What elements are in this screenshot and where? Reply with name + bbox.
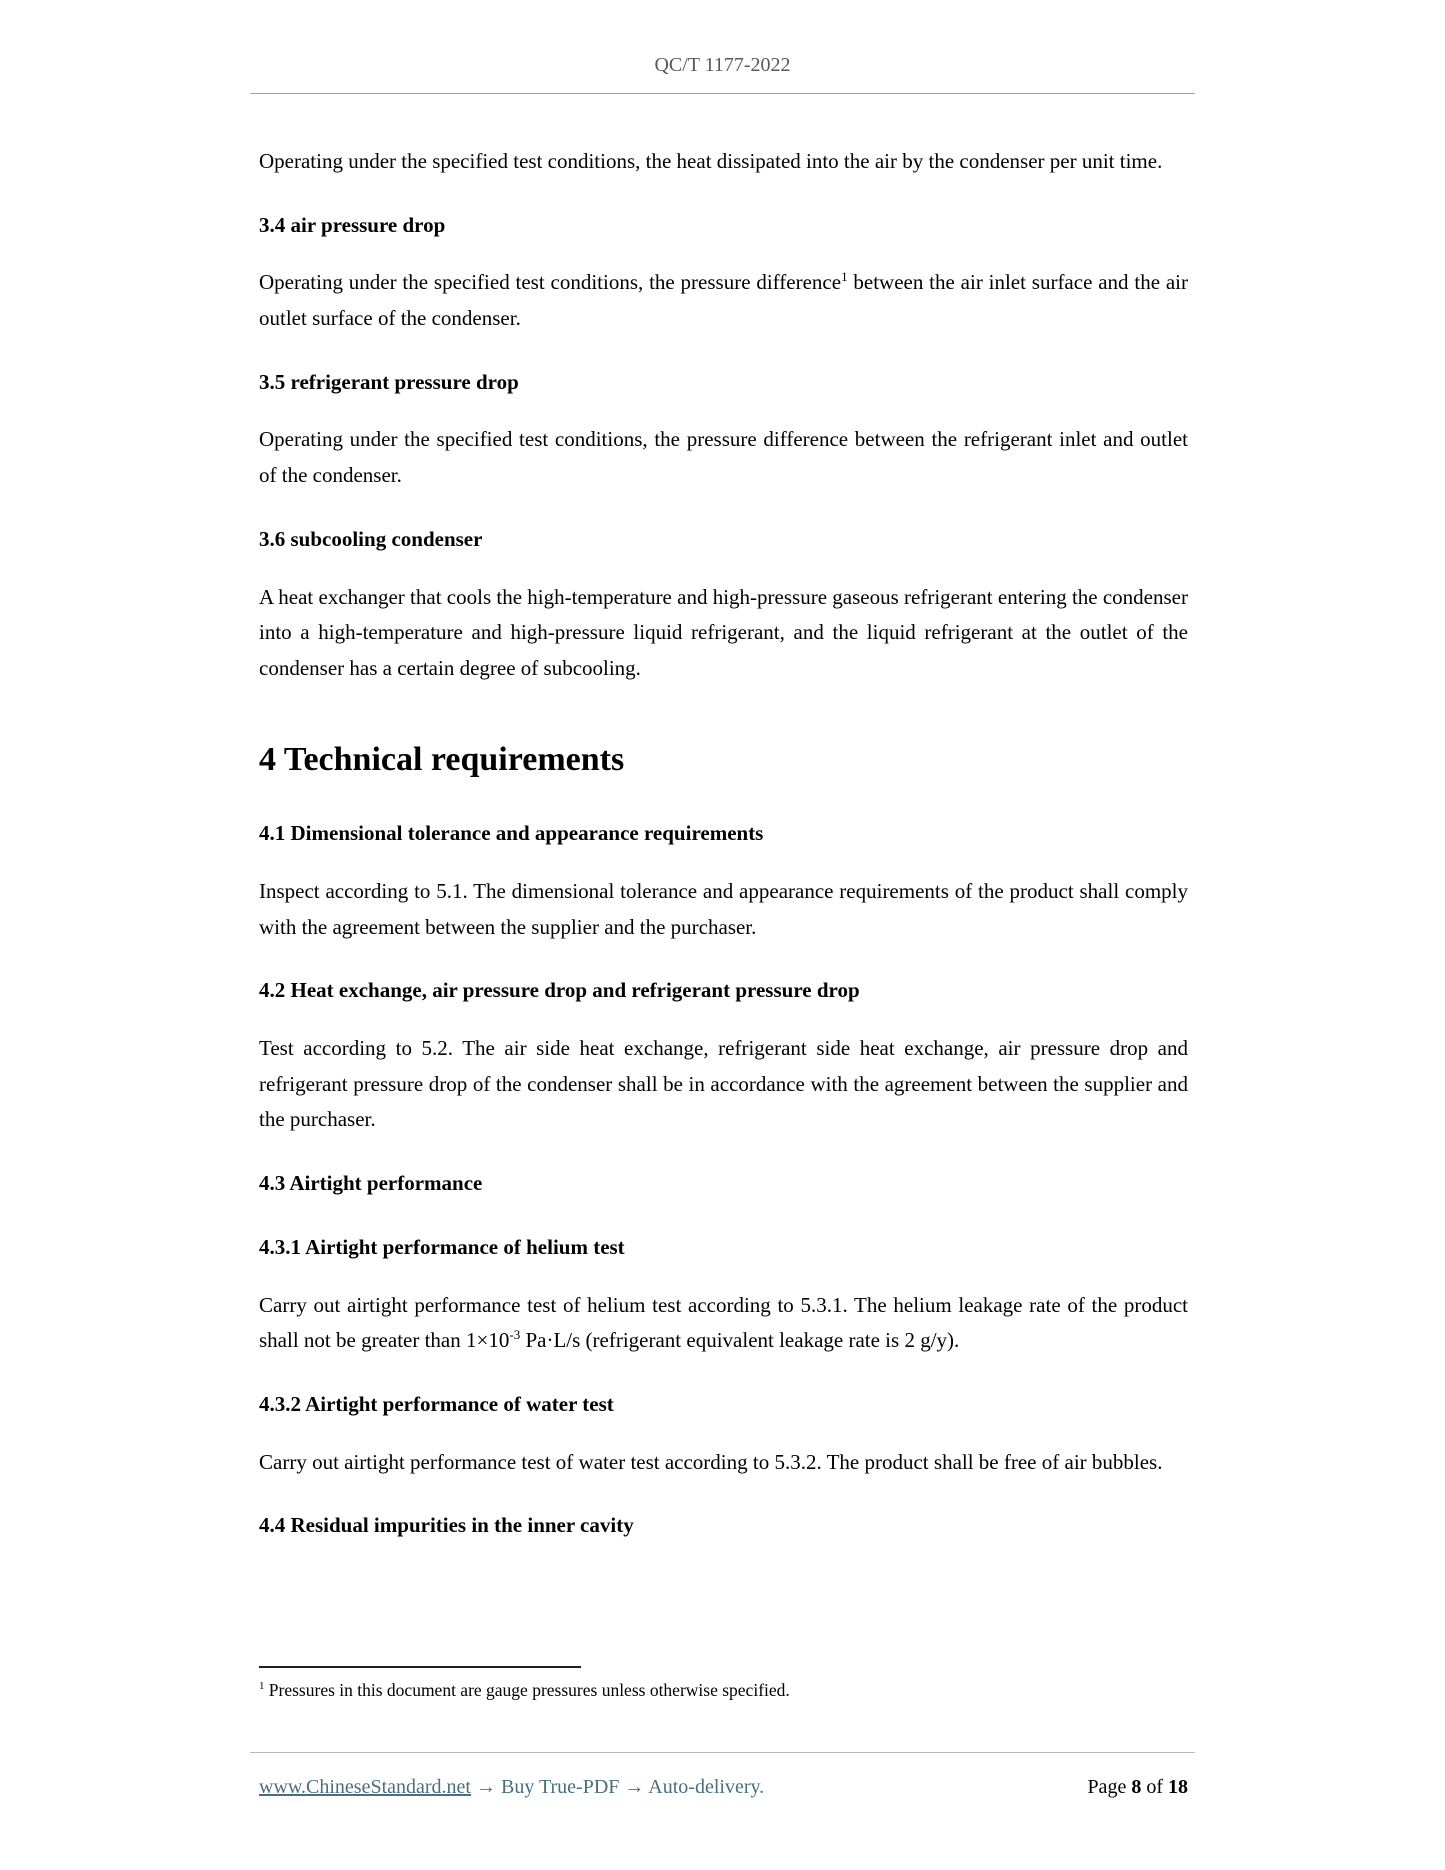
paragraph-3-6 (259, 580, 1188, 687)
paragraph-intro (259, 144, 1188, 180)
current-page-number: 8 (1131, 1776, 1142, 1798)
heading-3-6: 3.6 subcooling condenser (259, 526, 483, 551)
heading-4-3: 4.3 Airtight performance (259, 1171, 483, 1196)
arrow-icon: → (624, 1776, 645, 1798)
heading-4-3-2: 4.3.2 Airtight performance of water test (259, 1391, 614, 1416)
footnote-reference: 1 (841, 269, 848, 285)
paragraph-4-3-1 (259, 1288, 1188, 1359)
website-link[interactable]: www.ChineseStandard.net (259, 1776, 471, 1798)
paragraph-text: between the air inlet surface and the air outlet surface of the condenser. (259, 270, 1188, 331)
heading-4-3-1: 4.3.1 Airtight performance of helium test (259, 1234, 625, 1259)
heading-4-2: 4.2 Heat exchange, air pressure drop and refrigerant pressure drop (259, 978, 860, 1003)
footnote-text: Pressures in this document are gauge pressures unless otherwise specified. (268, 1680, 790, 1700)
paragraph-3-5 (259, 422, 1188, 493)
heading-4-1: 4.1 Dimensional tolerance and appearance requirements (259, 821, 764, 846)
page-number-indicator (1087, 1776, 1188, 1799)
page-footer (259, 1776, 1188, 1799)
heading-4: 4 Technical requirements (259, 740, 625, 778)
heading-3-4: 3.4 air pressure drop (259, 212, 446, 237)
paragraph-text: Operating under the specified test conditions, the pressure difference (259, 270, 842, 295)
exponent: -3 (509, 1327, 521, 1343)
footnote-text-line (259, 1677, 1188, 1703)
arrow-icon: → (476, 1776, 496, 1798)
paragraph-4-1 (259, 874, 1188, 945)
document-number: QC/T 1177-2022 (654, 54, 791, 76)
footer-source-line (259, 1776, 764, 1799)
footer-action-delivery: Auto-delivery. (648, 1776, 765, 1798)
paragraph-text: Operating under the specified test conditions, the pressure difference between the refrigerant inlet and outlet of the condenser. (259, 427, 1188, 488)
paragraph-text: Operating under the specified test conditions, the heat dissipated into the air by the condenser per unit time. (259, 149, 1163, 173)
paragraph-text: Carry out airtight performance test of helium test according to 5.3.1. The helium leakage rate of the product shall not be greater than 1×10 (259, 1292, 1188, 1353)
paragraph-text: A heat exchanger that cools the high-temperature and high-pressure gaseous refrigerant entering the condenser into a high-temperature and high-pressure liquid refrigerant, and the liquid refrigerant at the outlet of the condenser has a certain degree of subcooling. (259, 584, 1188, 680)
of-label: of (1146, 1776, 1163, 1798)
paragraph-text: Test according to 5.2. The air side heat exchange, refrigerant side heat exchange, air pressure drop and refrigerant pressure drop of the condenser shall be in accordance with the agreement between the supplier and the purchaser. (259, 1036, 1188, 1132)
footer-action-buy: Buy True-PDF (501, 1776, 620, 1798)
footnote-marker: 1 (259, 1680, 265, 1693)
page-label: Page (1087, 1776, 1127, 1798)
total-page-number: 18 (1168, 1776, 1188, 1798)
document-body (259, 144, 1188, 1566)
paragraph-4-2 (259, 1031, 1188, 1138)
paragraph-3-4 (259, 265, 1188, 336)
paragraph-4-3-2 (259, 1445, 1188, 1481)
paragraph-text: Pa·L/s (refrigerant equivalent leakage rate is 2 g/y). (520, 1328, 960, 1353)
page-header (250, 54, 1195, 94)
footer-rule (250, 1752, 1195, 1753)
paragraph-text: Carry out airtight performance test of water test according to 5.3.2. The product shall be free of air bubbles. (259, 1449, 1163, 1474)
heading-3-5: 3.5 refrigerant pressure drop (259, 369, 519, 394)
footnote-rule (259, 1666, 581, 1668)
heading-4-4: 4.4 Residual impurities in the inner cavity (259, 1513, 634, 1538)
paragraph-text: Inspect according to 5.1. The dimensional tolerance and appearance requirements of the product shall comply with the agreement between the supplier and the purchaser. (259, 879, 1188, 939)
footnote-section (259, 1666, 1188, 1703)
